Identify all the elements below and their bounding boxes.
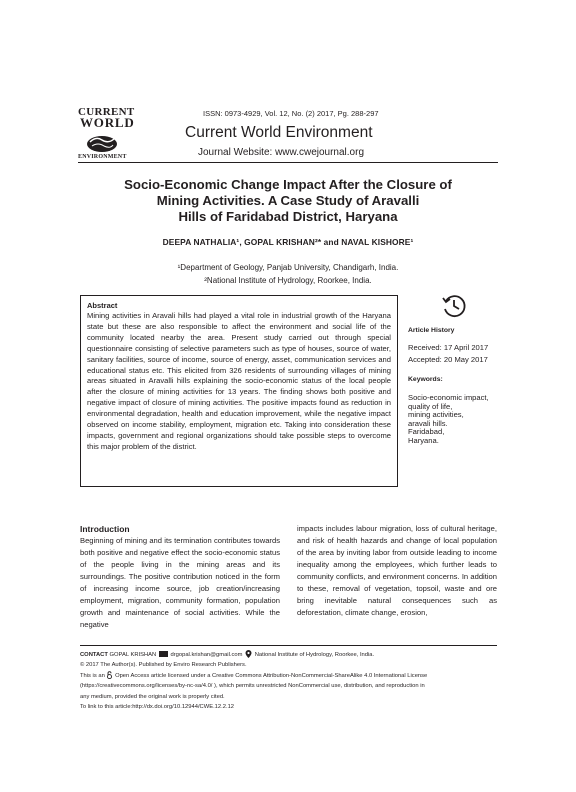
history-clock-icon [440, 292, 468, 320]
journal-website[interactable]: Journal Website: www.cwejournal.org [198, 147, 365, 158]
license-tail: any medium, provided the original work is properly cited. [80, 693, 225, 700]
doi-link[interactable]: To link to this article:http://dx.doi.org/10.12944/CWE.12.2.12 [80, 704, 235, 711]
introduction-heading: Introduction [80, 524, 130, 534]
affiliations [80, 261, 496, 287]
issn-line: ISSN: 0973-4929, Vol. 12, No. (2) 2017, Pg. 288-297 [203, 109, 379, 118]
contact-label: CONTACT [80, 652, 108, 658]
authors: DEEPA NATHALIA¹, GOPAL KRISHAN²* and NAVAL KISHORE¹ [162, 237, 414, 247]
contact-name: GOPAL KRISHAN [109, 652, 157, 658]
received-date: Received: 17 April 2017 [408, 343, 489, 352]
globe-icon [84, 130, 120, 152]
logo-line-1: CURRENT [78, 106, 135, 118]
copyright: © 2017 The Author(s). Published by Enviro Research Publishers. [80, 662, 247, 669]
license-line [80, 671, 500, 681]
logo-line-3: ENVIRONMENT [78, 154, 127, 160]
keyword: Socio-economic impact, [408, 393, 489, 402]
title-line: Socio-Economic Change Impact After the Closure of [124, 177, 452, 192]
contact-row [80, 650, 500, 660]
keyword: aravali hills. [408, 418, 448, 428]
footer [80, 650, 500, 712]
journal-name: Current World Environment [185, 124, 373, 141]
license-text: Open Access article licensed under a Creative Commons Attribution-NonCommercial-ShareAlike 4.0 International License [115, 672, 428, 679]
affiliation: ²National Institute of Hydrology, Roorkee, India. [204, 276, 372, 285]
title-line: Hills of Faridabad District, Haryana [178, 209, 398, 224]
header-divider [78, 162, 498, 163]
keyword: mining activities, [408, 410, 464, 420]
accepted-date: Accepted: 20 May 2017 [408, 355, 488, 364]
article-title [80, 177, 496, 225]
abstract-heading: Abstract [87, 301, 118, 310]
contact-address: National Institute of Hydrology, Roorkee, India. [254, 652, 375, 658]
article-history-heading: Article History [408, 327, 455, 334]
keyword: quality of life, [408, 401, 453, 411]
footer-divider [80, 645, 497, 646]
affiliation: ¹Department of Geology, Panjab University, Chandigarh, India. [177, 263, 399, 272]
body-paragraph: Beginning of mining and its termination contributes towards both positive and negative effect the socio-economic status of the people living in the mining areas and its surroundings. The positive contribution noticed in the form of increasing income source, job creation/increasing employment, migration, community formation, population growth and maintenance of social activities. While the negative [80, 536, 280, 629]
keywords-heading: Keywords: [408, 376, 443, 383]
body-column-left [80, 523, 280, 631]
title-line: Mining Activities. A Case Study of Aravalli [156, 193, 420, 208]
keyword: Haryana. [408, 435, 439, 445]
contact-email[interactable]: drgopal.krishan@gmail.com [170, 652, 243, 658]
abstract-text: Mining activities in Aravali hills had played a vital role in industrial growth of the Haryana state but these are also responsible to affect the environment and social life of the community located nearby the area. Present study carried out through special questionnaire consisting of selective parameters such as type of houses, source of water, sanitary facilities, source of income, source of energy, asset, communication services and educational status etc. This elicited from 326 residents of surrounding villages of mining areas situated in Aravalli hills explaining the socio-economic status of the local people after the closure of mining activities for 13 years. The finding shows both positive and negative impact of closure of mining activities. The positive impacts found as reduction in environmental degradation, health and education improvement, while the negative impact observed on income stability, employment, migration etc. Taking into consideration these impacts, government and regional organizations should take possible steps to overcome this major problem of the district. [87, 311, 391, 451]
logo-line-2: WORLD [80, 115, 135, 130]
body-column-right: impacts includes labour migration, loss of cultural heritage, and risk of health hazards and change of local population of the area by inviting labor from outside leading to income inequality among the employees, which further leads to community conflicts, and environment concerns. In addition to these, removal of vegetation, topsoil, waste and ore bring inevitable natural consequences such as deforestation, climate change, erosion, [297, 524, 497, 617]
license-text: This is an [80, 672, 105, 679]
keywords-list [408, 394, 489, 446]
keyword: Faridabad, [408, 427, 445, 437]
license-url-line[interactable]: (https://creativecommons.org/licenses/by-nc-sa/4.0/ ), which permits unrestricted NonCommercial use, distribution, and reproduction in [80, 683, 425, 690]
location-pin-icon [245, 650, 252, 658]
open-access-icon [107, 671, 112, 679]
journal-logo [78, 106, 135, 164]
mail-icon [159, 651, 168, 657]
